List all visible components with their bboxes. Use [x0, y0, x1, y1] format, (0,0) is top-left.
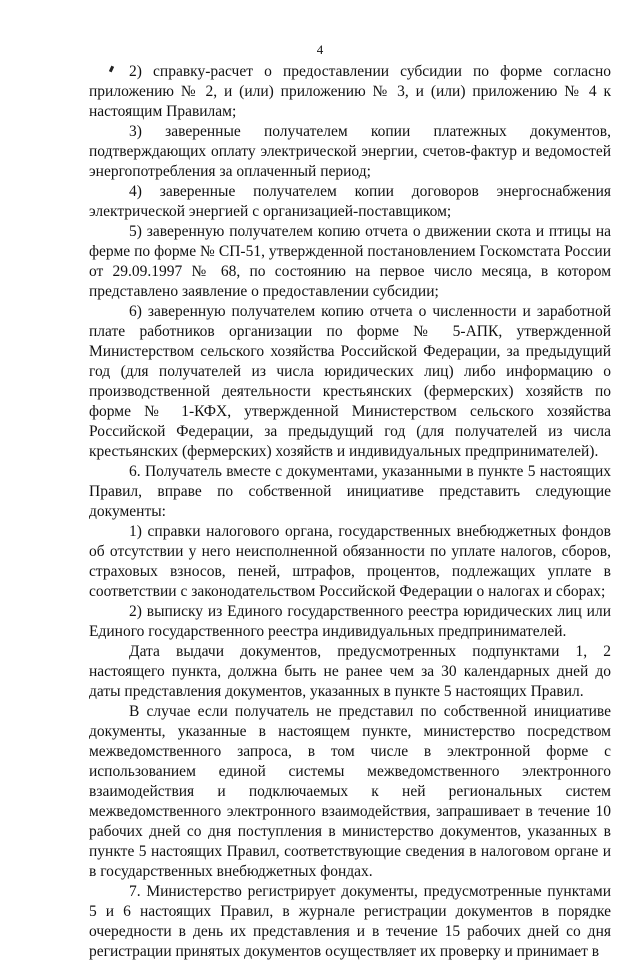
- paragraph-item-6: 6) заверенную получателем копию отчета о численности и заработной плате работников организации по форме № 5-АПК, утвержденной Министерством сельского хозяйства Российской Федерации, за предыдущий год (для получателей из числа юридических лиц) либо информацию о производственной деятельности крестьянских (фермерских) хозяйств по форме № 1-КФХ, утвержденной Министерством сельского хозяйства Российской Федерации, за предыдущий год (для получателей из числа крестьянских (фермерских) хозяйств и индивидуальных предпринимателей).: [89, 303, 611, 460]
- paragraph-item-5: 5) заверенную получателем копию отчета о движении скота и птицы на ферме по форме № СП-51, утвержденной постановлением Госкомстата России от 29.09.1997 № 68, по состоянию на первое число месяца, в котором представлено заявление о предоставлении субсидии;: [89, 223, 611, 300]
- paragraph-clause-6: 6. Получатель вместе с документами, указанными в пункте 5 настоящих Правил, вправе по собственной инициативе представить следующие документы:: [89, 463, 611, 520]
- page-number: 4: [316, 42, 324, 57]
- paragraph-item-2: 2) справку-расчет о предоставлении субсидии по форме согласно приложению № 2, и (или) приложению № 3, и (или) приложению № 4 к настоящим Правилам;: [89, 63, 611, 120]
- paragraph-item-4: 4) заверенные получателем копии договоров энергоснабжения электрической энергией с организацией-поставщиком;: [89, 183, 611, 220]
- paragraph-clause-6-item-2: 2) выписку из Единого государственного реестра юридических лиц или Единого государственного реестра индивидуальных предпринимателей.: [89, 603, 611, 640]
- paragraph-item-3: 3) заверенные получателем копии платежных документов, подтверждающих оплату электрической энергии, счетов-фактур и ведомостей энергопотребления за оплаченный период;: [89, 123, 611, 180]
- paragraph-issue-date: Дата выдачи документов, предусмотренных подпунктами 1, 2 настоящего пункта, должна быть не ранее чем за 30 календарных дней до даты представления документов, указанных в пункте 5 настоящих Правил.: [89, 643, 611, 700]
- paragraph-clause-6-item-1: 1) справки налогового органа, государственных внебюджетных фондов об отсутствии у него неисполненной обязанности по уплате налогов, сборов, страховых взносов, пеней, штрафов, процентов, подлежащих уплате в соответствии с законодательством Российской Федерации о налогах и сборах;: [89, 523, 611, 600]
- document-body: [89, 62, 611, 962]
- paragraph-clause-7: 7. Министерство регистрирует документы, предусмотренные пунктами 5 и 6 настоящих Правил, в журнале регистрации документов в порядке очередности в день их представления и в течение 15 рабочих дней со дня регистрации принятых документов осуществляет их проверку и принимает в: [89, 883, 611, 960]
- paragraph-interagency-request: В случае если получатель не представил по собственной инициативе документы, указанные в настоящем пункте, министерство посредством межведомственного запроса, в том числе в электронной форме с использованием единой системы межведомственного электронного взаимодействия и подключаемых к ней региональных систем межведомственного электронного взаимодействия, запрашивает в течение 10 рабочих дней со дня поступления в министерство документов, указанных в пункте 5 настоящих Правил, соответствующие сведения в налоговом органе и в государственных внебюджетных фондах.: [89, 703, 611, 880]
